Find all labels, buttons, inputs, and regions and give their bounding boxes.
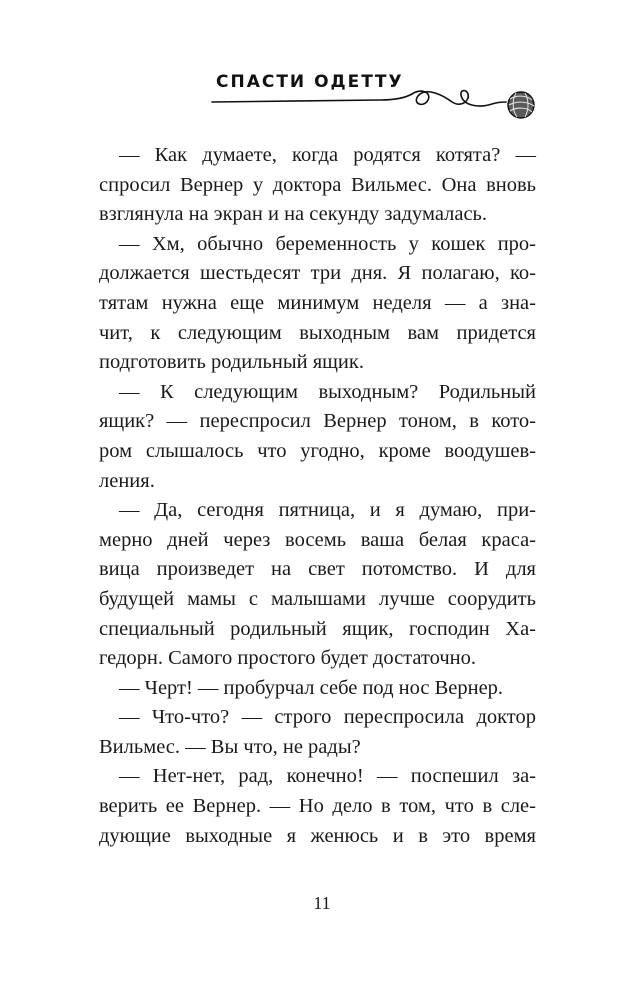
text-line: взглянула на экран и на секунду задумалась. <box>99 203 488 226</box>
running-title: СПАСТИ ОДЕТТУ <box>216 72 404 92</box>
text-line: подготовить родильный ящик. <box>99 351 364 374</box>
text-line: — К следующим выходным? Родильный <box>119 380 536 403</box>
text-body <box>99 141 536 851</box>
text-line: мерно дней через восемь ваша белая краса- <box>99 528 536 551</box>
text-line: ления. <box>99 469 155 492</box>
text-line: — Черт! — пробурчал себе под нос Вернер. <box>119 676 504 699</box>
text-line: — Что-что? — строго переспросила доктор <box>119 706 536 729</box>
page-number: 11 <box>313 893 331 913</box>
text-line: — Нет-нет, рад, конечно! — поспешил за- <box>119 765 536 788</box>
text-line: вица произведет на свет потомство. И для <box>99 558 536 581</box>
text-line: чит, к следующим выходным вам придется <box>99 321 536 344</box>
text-line: гедорн. Самого простого будет достаточно. <box>99 647 477 670</box>
text-line: тятам нужна еще минимум неделя — а зна- <box>99 291 536 314</box>
text-line: спросил Вернер у доктора Вильмес. Она вновь <box>99 173 536 196</box>
text-line: верить ее Вернер. — Но дело в том, что в сле- <box>99 795 536 818</box>
text-line: — Хм, обычно беременность у кошек про- <box>119 232 536 255</box>
text-line: ящик? — переспросил Вернер тоном, в кото- <box>99 410 536 433</box>
text-line: Вильмес. — Вы что, не рады? <box>99 735 361 758</box>
yarn-ornament-icon <box>0 58 644 138</box>
running-header <box>0 58 644 138</box>
text-line: должается шестьдесят три дня. Я полагаю, ко- <box>99 262 536 285</box>
text-line: специальный родильный ящик, господин Ха- <box>99 617 536 640</box>
text-line: дующие выходные я женюсь и в это время <box>99 824 536 847</box>
text-line: ром слышалось что угодно, кроме воодушев- <box>99 439 536 462</box>
text-line: — Как думаете, когда родятся котята? — <box>119 144 536 166</box>
text-line: — Да, сегодня пятница, и я думаю, при- <box>119 499 536 522</box>
text-line: будущей мамы с малышами лучше соорудить <box>99 587 536 610</box>
